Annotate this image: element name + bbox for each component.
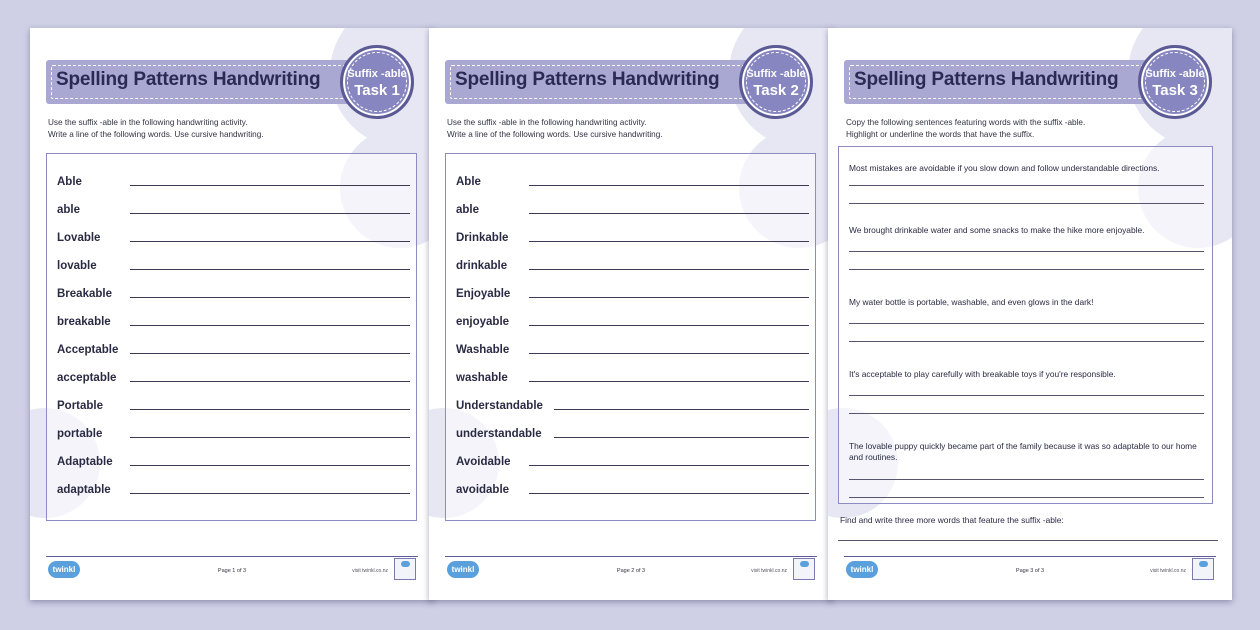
writing-line bbox=[130, 493, 410, 494]
word-box bbox=[445, 153, 816, 521]
page-number: Page 3 of 3 bbox=[1015, 568, 1045, 574]
word: Able bbox=[57, 176, 82, 188]
writing-line bbox=[849, 413, 1204, 414]
badge-suffix: Suffix -able bbox=[347, 68, 407, 80]
word: Adaptable bbox=[57, 456, 113, 468]
word-row bbox=[57, 316, 410, 336]
task-badge bbox=[739, 45, 813, 119]
instruction-line: Use the suffix -able in the following handwriting activity. bbox=[447, 118, 647, 127]
writing-line bbox=[130, 213, 410, 214]
word: lovable bbox=[57, 260, 97, 272]
instruction-line: Write a line of the following words. Use cursive handwriting. bbox=[447, 130, 663, 139]
writing-line bbox=[849, 479, 1204, 480]
badge-task: Task 3 bbox=[1152, 82, 1198, 99]
writing-line bbox=[849, 185, 1204, 186]
writing-line bbox=[849, 395, 1204, 396]
instructions bbox=[48, 117, 264, 141]
writing-line bbox=[130, 269, 410, 270]
word-row bbox=[456, 204, 809, 224]
worksheet-page-3 bbox=[828, 28, 1232, 600]
word-row bbox=[57, 260, 410, 280]
visit-link[interactable]: visit twinkl.co.nz bbox=[352, 568, 388, 574]
word: Acceptable bbox=[57, 344, 119, 356]
word-row bbox=[456, 372, 809, 392]
word: Able bbox=[456, 176, 481, 188]
sentence: It's acceptable to play carefully with breakable toys if you're responsible. bbox=[849, 369, 1116, 379]
footer-divider bbox=[46, 556, 418, 557]
writing-line bbox=[529, 185, 809, 186]
writing-line bbox=[849, 323, 1204, 324]
page-title: Spelling Patterns Handwriting bbox=[854, 69, 1119, 90]
sentence: Most mistakes are avoidable if you slow down and follow understandable directions. bbox=[849, 163, 1160, 173]
word: avoidable bbox=[456, 484, 510, 496]
writing-line bbox=[529, 353, 809, 354]
word: acceptable bbox=[57, 372, 117, 384]
task-badge bbox=[1138, 45, 1212, 119]
worksheet-page-2 bbox=[429, 28, 833, 600]
sentence: My water bottle is portable, washable, and even glows in the dark! bbox=[849, 297, 1094, 307]
word-row bbox=[57, 456, 410, 476]
instructions bbox=[846, 117, 1085, 141]
twinkl-logo: twinkl bbox=[846, 561, 878, 578]
worksheet-page-1 bbox=[30, 28, 434, 600]
writing-line bbox=[838, 540, 1218, 541]
writing-line bbox=[529, 381, 809, 382]
page-number: Page 2 of 3 bbox=[616, 568, 646, 574]
twinkl-logo: twinkl bbox=[48, 561, 80, 578]
word-row bbox=[57, 344, 410, 364]
word-row bbox=[57, 484, 410, 504]
word: Avoidable bbox=[456, 456, 511, 468]
badge-task: Task 1 bbox=[354, 82, 400, 99]
word-row bbox=[57, 288, 410, 308]
word-row bbox=[456, 176, 809, 196]
word-row bbox=[456, 232, 809, 252]
page-number: Page 1 of 3 bbox=[217, 568, 247, 574]
writing-line bbox=[529, 325, 809, 326]
word-box bbox=[46, 153, 417, 521]
writing-line bbox=[130, 241, 410, 242]
word: portable bbox=[57, 428, 103, 440]
badge-task: Task 2 bbox=[753, 82, 799, 99]
word-row bbox=[57, 176, 410, 196]
word: Understandable bbox=[456, 400, 543, 412]
writing-line bbox=[529, 213, 809, 214]
word-row bbox=[456, 316, 809, 336]
word: Breakable bbox=[57, 288, 112, 300]
word: washable bbox=[456, 372, 508, 384]
writing-line bbox=[529, 493, 809, 494]
writing-line bbox=[849, 269, 1204, 270]
writing-line bbox=[130, 353, 410, 354]
writing-line bbox=[130, 465, 410, 466]
badge-suffix: Suffix -able bbox=[746, 68, 806, 80]
instruction-line: Highlight or underline the words that have the suffix. bbox=[846, 130, 1035, 139]
footer-divider bbox=[844, 556, 1216, 557]
word: Portable bbox=[57, 400, 104, 412]
word-row bbox=[57, 232, 410, 252]
page-title: Spelling Patterns Handwriting bbox=[56, 69, 321, 90]
word-row bbox=[456, 288, 809, 308]
word: able bbox=[456, 204, 480, 216]
task-badge bbox=[340, 45, 414, 119]
writing-line bbox=[849, 251, 1204, 252]
twinkl-logo: twinkl bbox=[447, 561, 479, 578]
word: drinkable bbox=[456, 260, 508, 272]
writing-line bbox=[529, 241, 809, 242]
visit-link[interactable]: visit twinkl.co.nz bbox=[751, 568, 787, 574]
instruction-line: Use the suffix -able in the following handwriting activity. bbox=[48, 118, 248, 127]
footer-divider bbox=[445, 556, 817, 557]
writing-line bbox=[849, 203, 1204, 204]
writing-line bbox=[554, 437, 809, 438]
instruction-line: Copy the following sentences featuring words with the suffix -able. bbox=[846, 118, 1086, 127]
writing-line bbox=[529, 465, 809, 466]
word: understandable bbox=[456, 428, 542, 440]
word-row bbox=[57, 204, 410, 224]
instruction-line: Write a line of the following words. Use cursive handwriting. bbox=[48, 130, 264, 139]
word: Lovable bbox=[57, 232, 101, 244]
word-row bbox=[57, 372, 410, 392]
writing-line bbox=[130, 409, 410, 410]
writing-line bbox=[554, 409, 809, 410]
writing-line bbox=[529, 297, 809, 298]
badge-suffix: Suffix -able bbox=[1145, 68, 1205, 80]
writing-line bbox=[130, 297, 410, 298]
word: Drinkable bbox=[456, 232, 509, 244]
page-title: Spelling Patterns Handwriting bbox=[455, 69, 720, 90]
sentence: We brought drinkable water and some snacks to make the hike more enjoyable. bbox=[849, 225, 1145, 235]
writing-line bbox=[849, 341, 1204, 342]
word: breakable bbox=[57, 316, 111, 328]
word-row bbox=[456, 344, 809, 364]
word: enjoyable bbox=[456, 316, 510, 328]
visit-link[interactable]: visit twinkl.co.nz bbox=[1150, 568, 1186, 574]
writing-line bbox=[849, 497, 1204, 498]
word-row bbox=[456, 428, 809, 448]
word-row bbox=[456, 456, 809, 476]
word-row bbox=[456, 260, 809, 280]
find-prompt: Find and write three more words that feature the suffix -able: bbox=[840, 515, 1064, 525]
approved-badge-icon bbox=[793, 558, 815, 580]
writing-line bbox=[130, 381, 410, 382]
approved-badge-icon bbox=[1192, 558, 1214, 580]
word-row bbox=[456, 484, 809, 504]
sentence: The lovable puppy quickly became part of the family because it was so adaptable to our home and routines. bbox=[849, 441, 1197, 462]
writing-line bbox=[130, 325, 410, 326]
word-row bbox=[57, 400, 410, 420]
word: adaptable bbox=[57, 484, 111, 496]
word: able bbox=[57, 204, 81, 216]
sentence-box bbox=[838, 146, 1213, 504]
approved-badge-icon bbox=[394, 558, 416, 580]
writing-line bbox=[130, 185, 410, 186]
instructions bbox=[447, 117, 663, 141]
writing-line bbox=[130, 437, 410, 438]
word: Washable bbox=[456, 344, 510, 356]
word: Enjoyable bbox=[456, 288, 511, 300]
word-row bbox=[57, 428, 410, 448]
word-row bbox=[456, 400, 809, 420]
writing-line bbox=[529, 269, 809, 270]
